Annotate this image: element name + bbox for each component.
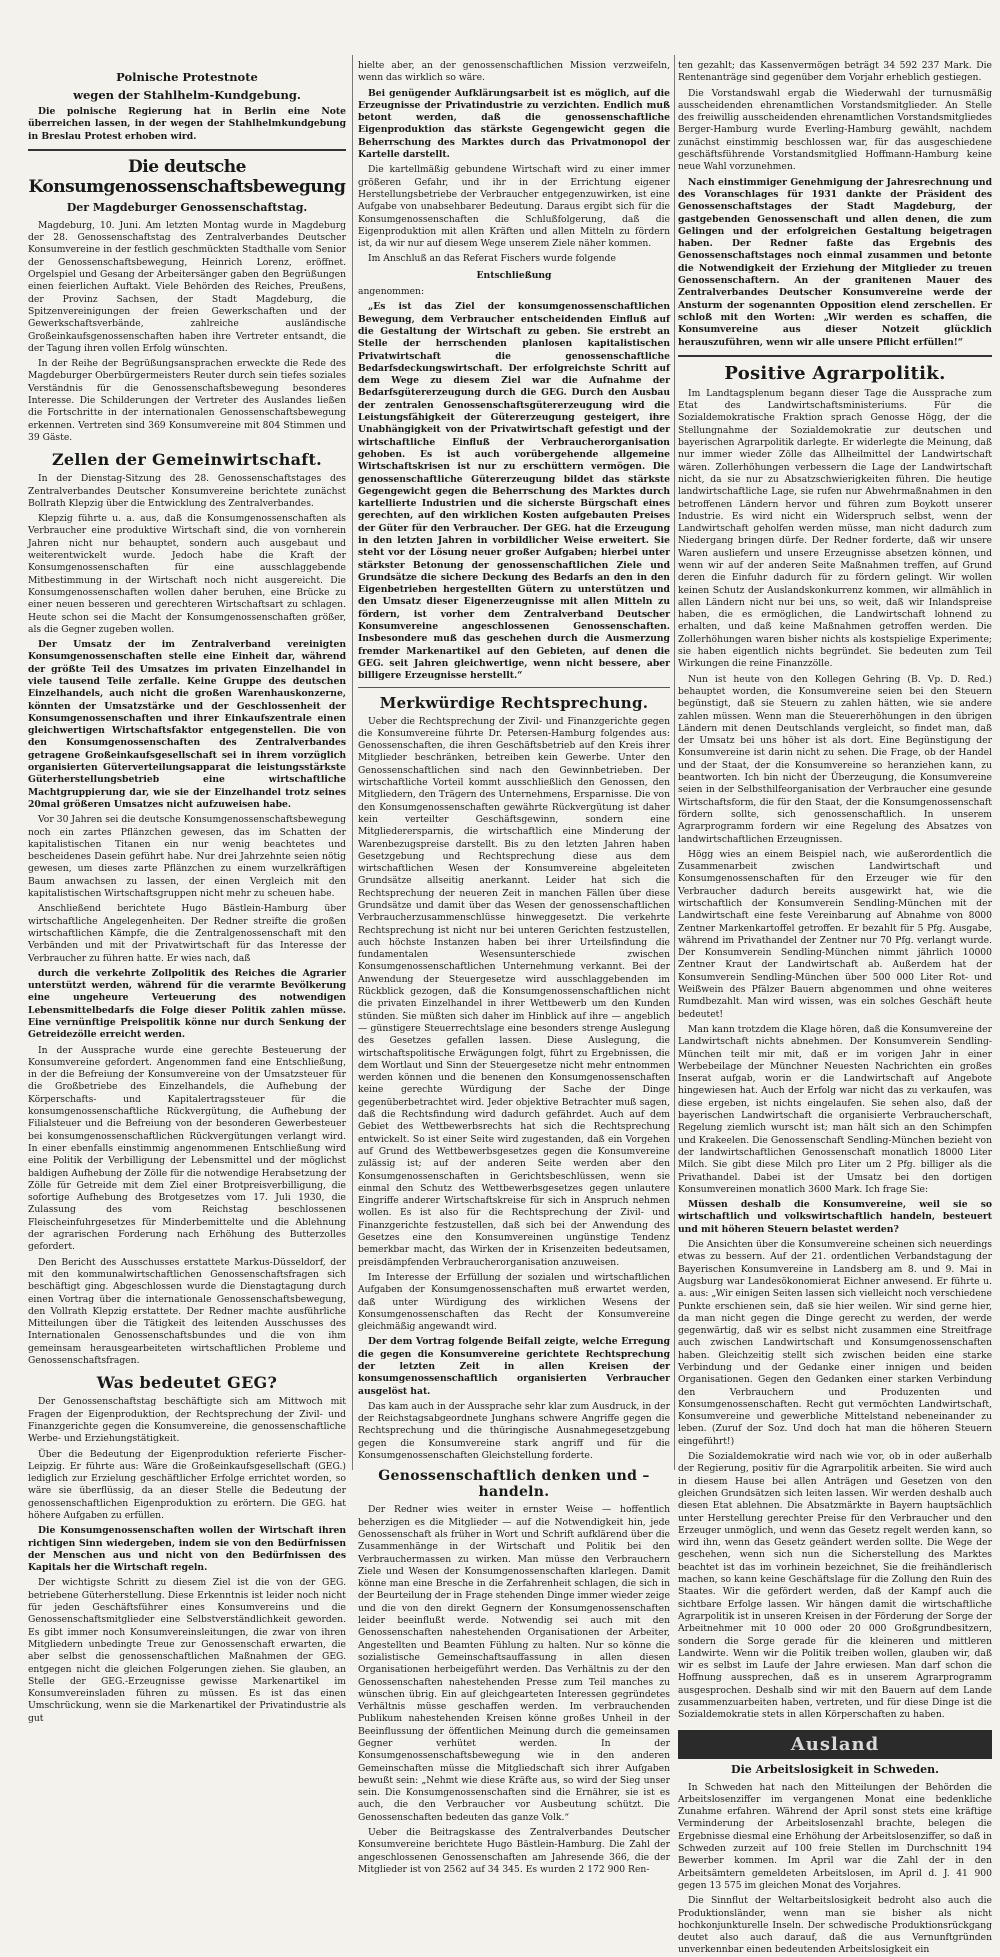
article-text: Nun ist heute von den Kollegen Gehring (B. Vp. D. Red.) behauptet worden, die Konsumvereine seien bei den Steuern begünstigt, daß sie Steuern zu zahlen hätten, wie sie andere zahlen müssen. Wenn man die Steuererhöhungen in den übrigen Ländern mit denen Deutschlands vergleicht, so findet man, daß der Umsatz bei uns höher ist als dort. Eine Begünstigung der Konsumvereine ist darin nicht zu sehen. Die Frage, ob der Handel und der Staat, der die Konsumvereine so heranziehen kann, zu beantworten. Ich bin nicht der Überzeugung, die Konsumvereine seien in der Selbsthilfeorganisation der Verbraucher eine gesunde Wirtschaftsform, die für den Staat, der die Konsumgenossenschaft fördern sollte, sich genossenschaftlich. In unserem Agrarprogramm fordern wir eine Regelung des Absatzes von landwirtschaftlichen Erzeugnissen. — [678, 673, 992, 845]
article-text: Den Bericht des Ausschusses erstattete Markus-Düsseldorf, der mit den kommunalwirtschaftlichen Genossenschaftsfragen sich beschäftigt ging. Abgeschlossen wurde die Dienstagtagung durch einen Vortrag über die internationale Genossenschaftsbewegung, den Vollrath Klepzig erstattete. Der Redner machte ausführliche Mitteilungen über die Tätigkeit des leitenden Ausschusses des Internationalen Genossenschaftsbundes und die von ihm gemeinsam herausgearbeiteten wirtschaftlichen Probleme und Genossenschaftsfragen. — [28, 1256, 346, 1367]
article-text: In der Dienstag-Sitzung des 28. Genossenschaftstages des Zentralverbandes Deutscher Konsumvereine berichtete zunächst Bollrath Klepzig über die Entwicklung des Zentralverbandes. — [28, 473, 346, 509]
article-text: In der Reihe der Begrüßungsansprachen erweckte die Rede des Magdeburger Oberbürgermeisters Reuter durch sein tiefes soziales Verständnis für die Genossenschaftsbewegung besonderes Interesse. Die Schilderungen der Vertreter des Auslandes ließen die Fortschritte in der internationalen Genossenschaftsbewegung erkennen. Vertreten sind 369 Konsumvereine mit 804 Stimmen und 39 Gäste. — [28, 358, 346, 443]
article-text: Vor 30 Jahren sei die deutsche Konsumgenossenschaftsbewegung noch ein zartes Pflänzchen gewesen, das im Schatten der kapitalistischen Titanen ein nur wenig beachtetes und bescheidenes Dasein geführt habe. Nur drei Jahrzehnte seien nötig gewesen, um dieses zarte Pflänzchen zu einem wurzelkräftigen Baum anwachsen zu lassen, der einen Vergleich mit den kapitalistischen Wirtschaftsgruppen nicht mehr zu scheuen habe. — [28, 814, 346, 900]
article-text: Im Anschluß an das Referat Fischers wurde folgende — [368, 253, 616, 265]
article-text: Magdeburg, 10. Juni. Am letzten Montag wurde in Magdeburg der 28. Genossenschaftstag des Zentralverbandes Deutscher Konsumvereine in der festlich geschmückten Stadthalle vom Senior der Genossenschaftsbewegung, Heinrich Lorenz, eröffnet. Orgelspiel und Gesang der Arbeitersänger gaben den Begrüßungen einen feierlichen Auftakt. Viele Behörden des Reiches, Preußens, der Provinz Sachsen, der Stadt Magdeburg, die Spitzenvereinigungen der freien Gewerkschaften und der Gewerkschaftsverbände, zahlreiche ausländische Großeinkaufsgenossenschaften haben ihre Vertreter entsandt, die der Tagung ihren vollen Erfolg wünschten. — [28, 219, 346, 354]
column-rule — [674, 55, 675, 1470]
article-text: Anschließend berichtete Hugo Bästlein-Hamburg über wirtschaftliche Angelegenheiten. Der Redner streifte die großen wirtschaftlichen Kämpfe, die die Zentralgenossenschaft mit den Verbänden und mit der Privatwirtschaft für das Interesse der Verbraucher zu führen hatte. Er wies nach, daß — [28, 903, 346, 964]
article-text: Im Landtagsplenum begann dieser Tage die Aussprache zum Etat des Landwirtschaftsministeriums. Für die Sozialdemokratische Fraktion sprach Genosse Högg, der die Stellungnahme der Sozialdemokratie zur deutschen und bayerischen Agrarpolitik darlegte. Er widerlegte die Meinung, daß nur immer wieder Zölle das Allheilmittel der Landwirtschaft wären. Zollerhöhungen verbessern die Lage der Landwirtschaft nicht, da sie nur zu Absatzschwierigkeiten führen. Die heutige landwirtschaftliche Lage, sie rufen nur Abwehrmaßnahmen in den betroffenen Ländern hervor und führen zum Boykott unserer Industrie. Es wird nicht ein Widerspruch selbst, wenn der Landwirtschaft geholfen werden müsse, man nicht dadurch zum Niedergang bringen dürfe. Der Redner forderte, daß wir unsere Waren ausliefern und unsere Erzeugnisse absetzen können, und wenn wir auf der anderen Seite Maßnahmen treffen, auf Grund deren die Einfuhr dadurch für zu fördern gelingt. Wir wollen keinen Schutz der Auslandskonkurrenz kommen, wir allmählich in allen Ländern nicht nur bei uns, so weit, daß wir Inlandspreise haben, die es ermöglichen, die Landwirtschaft lohnend zu erhalten, und daß keine Maßnahmen getroffen werden. Die Zollerhöhungen waren bisher nichts als kostspielige Experimente; sie haben eigentlich nichts begründet. Sie bedeuten zum Teil Wirkungen die reine Finanzzölle. — [678, 387, 992, 670]
divider — [358, 687, 670, 688]
subheadline-magdeburg: Der Magdeburger Genossenschaftstag. — [66, 200, 308, 214]
article-text: Die Sinnflut der Weltarbeitslosigkeit bedroht also auch die Produktionsländer, wenn man sie bisher als nicht hochkonjunkturelle Inseln. Der schwedische Produktionsrückgang deutet also auch darauf, daß die aus Vernunftgründen unverkennbar einen bedeutenden Arbeitslosigkeit ein — [678, 1895, 992, 1956]
article-text: Man kann trotzdem die Klage hören, daß die Konsumvereine der Landwirtschaft nichts abnehmen. Der Konsumverein Sendling-München teilt mir mit, daß er im vorigen Jahr in einer Werbebeilage der Münchner Neuesten Nachrichten ein großes Inserat aufgab, worin er die Landwirtschaft auf Angebote hingewiesen hat. Auch der Erfolg war nicht das zu verkaufen, was diese ergeben, ist nichts eingelaufen. Sie sehen also, daß der bayerischen Landwirtschaft die organisierte Verbraucherschaft, Regelung ziemlich wurscht ist; man hält sich an den Schimpfen und Krakeelen. Die Genossenschaft Sendling-München bezieht von der landwirtschaftlichen Genossenschaft monatlich 18000 Liter Milch. Sie gibt diese Milch pro Liter um 2 Pfg. billiger als die Privathandel. Dabei ist der Umsatz bei den dortigen Konsumvereinen monatlich 3600 Mark. Ich frage Sie: — [678, 1023, 992, 1195]
divider — [678, 355, 992, 357]
article-text: ten gezahlt; das Kassenvermögen beträgt 34 592 237 Mark. Die Rentenanträge sind gegenüber dem Vorjahr erheblich gestiegen. — [678, 60, 992, 84]
article-text: Der Genossenschaftstag beschäftigte sich am Mittwoch mit Fragen der Eigenproduktion, der Rechtsprechung der Zivil- und Finanzgerichte gegen die Konsumvereine, die genossenschaftliche Werbe- und Erziehungstätigkeit. — [28, 1396, 346, 1445]
headline-cells: Zellen der Gemeinwirtschaft. — [51, 450, 323, 470]
headline-polish-note-sub: wegen der Stahlhelm-Kundgebung. — [73, 88, 301, 102]
article-text-bold: durch die verkehrte Zollpolitik des Reiches die Agrarier unterstützt werden, während für die verarmte Bevölkerung eine ungeheure Verteuerung des notwendigen Lebensmittelbedarfs die Folge dieser Politik zahlen müsse. Eine vernünftige Preispolitik könne nur durch Senkung der Getreidezölle erreicht werden. — [28, 967, 346, 1041]
article-text: Klepzig führte u. a. aus, daß die Konsumgenossenschaften als Verbraucher eine produktive Wirtschaft sind, die von vornherein Jahren nicht nur behauptet, sondern auch ausgebaut und weiterentwickelt wurde. Jedoch habe die Kraft der Konsumgenossenschaften für eine ausschlaggebende Mitbestimmung in der Wirtschaft noch nicht ausgereicht. Die Konsumgenossenschaften wollen daher beruhen, eine Brücke zu einer neuen besseren und gerechteren Wirtschaftsart zu schlagen. Heute schon sei die Macht der Konsumgenossenschaften größer, als die Gegner zugeben wollen. — [28, 513, 346, 635]
headline-jurisprudence: Merkwürdige Rechtsprechung. — [379, 693, 649, 712]
headline-consumer-cooperative: Die deutsche Konsumgenossenschaftsbewegung — [28, 156, 346, 197]
article-text: Der wichtigste Schritt zu diesem Ziel ist die von der GEG. betriebene Güterherstellung. Diese Erkenntnis ist leider noch nicht für jeden Geschäftsführer eines Konsumvereins und die Genossenschaftsmitglieder eine Selbstverständlichkeit geworden. Es gibt immer noch Konsumvereinsleitungen, die zwar von ihren Mitgliedern unbedingte Treue zur Genossenschaft erwarten, die aber selbst die genossenschaftlichen Maßnahmen der GEG. entgegen nicht die gleichen Folgerungen ziehen. Sie glauben, an Stelle der GEG.-Erzeugnisse gewisse Markenartikel im Konsumvereinsladen führen zu müssen. Es ist das einen Umschrückung, wenn sie die Markenartikel der Privatindustrie als gut — [28, 1577, 346, 1724]
article-text: Im Interesse der Erfüllung der sozialen und wirtschaftlichen Aufgaben der Konsumgenossenschaften muß erwartet werden, daß unter Würdigung des wirklichen Wesens der Konsumgenossenschaften das Recht der Konsumvereine gleichmäßig angewandt wird. — [358, 1271, 670, 1333]
article-text: In Schweden hat nach den Mitteilungen der Behörden die Arbeitslosenziffer im vergangenen Monat eine bedenkliche Zunahme erfahren. Während der April sonst stets eine kräftige Verminderung der Arbeitslosenzahl brachte, belegen die Ergebnisse diesmal eine Erhöhung der Arbeitslosenziffer, so daß in Schweden zurzeit auf 100 freie Stellen im Durchschnitt 194 Bewerber kommen. Im April war die Zahl der in den Arbeitsämtern gemeldeten Arbeitslosen, im April d. J. 41 900 gegen 13 575 im gleichen Monat des Vorjahres. — [678, 1781, 992, 1891]
article-text: In der Aussprache wurde eine gerechte Besteuerung der Konsumvereine gefordert. Angenommen fand eine Entschließung, in der die Befreiung der Konsumvereine von der Umsatzsteuer für die Großbetriebe des Einzelhandels, die Aufhebung der Körperschafts- und Kapitalertragssteuer für die konsumgenossenschaftliche Rückvergütung, die Aufhebung der Filialsteuer und die Befreiung von der besonderen Gewerbesteuer bei konsumgenossenschaftlichen Rückvergütungen verlangt wird. In einer ebenfalls einstimmig angenommenen Entschließung wird eine Politik der Verbilligung der Lebensmittel und der möglichst baldigen Aufhebung der Zölle für die notwendige Herabsetzung der Zölle für Getreide mit dem Ziel einer Brotpreisverbilligung, die sofortige Aufhebung des Brotgesetzes vom 17. Juli 1930, die Zulassung des vom Reichstag beschlossenen Fleischeinfuhrgesetzes für Minderbemittelte und die Ablehnung der agrarischen Forderung nach Erhöhung des Butterzolles gefordert. — [28, 1044, 346, 1253]
headline-geg: Was bedeutet GEG? — [96, 1373, 278, 1393]
headline-think-cooperatively: Genossenschaftlich denken und – handeln. — [378, 1468, 650, 1501]
article-text-bold: „Es ist das Ziel der konsumgenossenschaftlichen Bewegung, dem Verbraucher entscheidenden Einfluß auf die Gestaltung der Wirtschaft zu geben. Sie erstrebt an Stelle der herrschenden planlosen kapitalistischen Privatwirtschaft die genossenschaftliche Bedarfsdeckungswirtschaft. Der erfolgreichste Schritt auf dem Wege zu diesem Ziel war die Aufnahme der Bedarfsgütererzeugung durch die GEG. Durch den Ausbau der zentralen Genossenschaftsgütererzeugung wird die Leistungsfähigkeit der Gütererzeugung gesteigert, ihre Unabhängigkeit von der Privatwirtschaft gefestigt und der wirtschaftliche Einfluß der Verbraucherorganisation gehoben. Es ist auch vorübergehende allgemeine Wirtschaftskrisen ist nur zu erschüttern vermögen. Die genossenschaftliche Gütererzeugung bildet das stärkste Gegengewicht gegen die Beherrschung des Marktes durch kartellierte Industrien und die sicherste Bürgschaft eines gerechten, auf den wirklichen Kosten aufgebauten Preises der Güter für den Verbraucher. Der GEG. hat die Erzeugung in den letzten Jahren in vorbildlicher Weise erweitert. Sie steht vor der Lösung neuer großer Aufgaben; hierbei unter stärkster Betonung der genossenschaftlichen Ziele und Grundsätze die sichere Deckung des Bedarfs an den in den Eigenbetrieben hergestellten Gütern zu unterstützen und den Umsatz dieser Eigenerzeugnisse mit allen Mitteln zu fördern, ist vorher dem Zentralverband Deutscher Konsumvereine angeschlossenen Genossenschaften. Insbesondere muß das geschehen durch die Ausmerzung fremder Markenartikel auf den Gebieten, auf denen die GEG. seit Jahren gleichwertige, wenn nicht bessere, aber billigere Erzeugnisse herstellt.“ — [358, 301, 670, 682]
article-text: Die polnische Regierung hat in Berlin eine Note überreichen lassen, in der wegen der Stahlhelmkundgebung in Breslau Protest erhoben wird. — [28, 106, 346, 142]
article-text-bold: Der dem Vortrag folgende Beifall zeigte, welche Erregung die gegen die Konsumvereine gerichtete Rechtsprechung der letzten Zeit in allen Kreisen der konsumgenossenschaftlich organisierten Verbraucher ausgelöst hat. — [358, 1336, 670, 1397]
article-text-bold: Müssen deshalb die Konsumvereine, weil sie so wirtschaftlich und volkswirtschaftlich handeln, besteuert und mit höheren Steuern belastet werden? — [678, 1199, 992, 1235]
article-text-bold: Die Konsumgenossenschaften wollen der Wirtschaft ihren richtigen Sinn wiedergeben, indem sie von den Bedürfnissen der Menschen aus und nicht von den Bedürfnissen des Kapitals her die Wirtschaft regeln. — [28, 1525, 346, 1574]
column-1 — [28, 60, 346, 1724]
resolution-label: Entschließung — [476, 269, 552, 281]
article-text-bold: Bei genügender Aufklärungsarbeit ist es möglich, auf die Erzeugnisse der Privatindustrie zu verzichten. Endlich muß betont werden, daß die genossenschaftliche Eigenproduktion das stärkste Gegengewicht gegen die Beherrschung des Marktes durch das Privatmonopol der Kartelle darstellt. — [358, 87, 670, 161]
article-text-bold: Nach einstimmiger Genehmigung der Jahresrechnung und des Voranschlages für 1931 dankte der Präsident des Genossenschaftstages der Stadt Magdeburg, der gastgebenden Genossenschaft und allen denen, die zum Gelingen und der erfolgreichen Gestaltung beigetragen haben. Der Redner faßte das Ergebnis des Genossenschaftstages noch einmal zusammen und betonte die Notwendigkeit der Erziehung der Mitglieder zu treuen Genossenschaftern. An der granitenen Mauer des Zentralverbandes Deutscher Konsumvereine werde der Ansturm der sogenannten Opposition elend zerschellen. Er schloß mit den Worten: „Wir werden es schaffen, die Konsumvereine aus dieser Notzeit glücklich herauszuführen, wenn wir alle unsere Pflicht erfüllen!“ — [678, 176, 992, 348]
column-3 — [678, 60, 992, 1956]
headline-polish-note: Polnische Protestnote — [116, 70, 258, 84]
column-rule — [352, 55, 353, 1470]
headline-agrarian-policy: Positive Agrarpolitik. — [724, 362, 946, 384]
article-text: Das kam auch in der Aussprache sehr klar zum Ausdruck, in der der Reichstagsabgeordnete Junghans schwere Angriffe gegen die Rechtsprechung und die thüringische Ausnahmegesetzgebung gegen die Konsumvereine stark angriff und für die Konsumgenossenschaften Gleichstellung forderte. — [358, 1400, 670, 1462]
article-text: Die Ansichten über die Konsumvereine scheinen sich neuerdings etwas zu bessern. Auf der 21. ordentlichen Verbandstagung der Bayerischen Konsumvereine in Landsberg am 8. und 9. Mai in Augsburg war Landesökonomierat Eichner anwesend. Er führte u. a. aus: „Wir einigen Seiten lassen sich vielleicht noch verschiedene Punkte erschienen sein, daß sie hier weilen. Wir sind gerne hier, da man nicht gegen die Dinge gerecht zu werden, der werde gegenwärtig, daß wir es selbst nicht zusammen eine Streitfrage auch zwischen Landwirtschaft und Konsumgenossenschaften haben. Gleichzeitig stellt sich zwischen beiden eine starke Verbindung und der Gedanke einer innigen und beiden Organisationen. Gegen den Gedanken einer starken Verbindung den Verbrauchern und Produzenten und Konsumgenossenschaften. Recht gut vermöchten Landwirtschaft, Konsumvereine und gewerbliche Mittelstand nebeneinander zu leben. (Zuruf der Soz. Und doch hat man die höheren Steuern eingeführt!) — [678, 1239, 992, 1447]
article-text: Ueber die Rechtsprechung der Zivil- und Finanzgerichte gegen die Konsumvereine führte Dr. Petersen-Hamburg folgendes aus: Genossenschaften, die ihren Geschäftsbetrieb auf den Kreis ihrer Mitglieder beschränken, betreiben kein Gewerbe. Unter den Genossenschaftlichen sind nach den Gewinnbetrieben. Der wirtschaftliche Vorteil kommt ausschließlich den Genossen, den Mitgliedern, den Trägern des Unternehmens, Ersparnisse. Die von den Konsumgenossenschaften gewährte Rückvergütung ist daher kein verteilter Geschäftsgewinn, sondern eine Mitgliederersparnis, die wirtschaftlich eine Minderung der Warenbezugspreise darstellt. Bis zu den letzten Jahren haben Gesetzgebung und Rechtsprechung diese aus dem wirtschaftlichen Wesen der Konsumvereine abgeleiteten Grundsätze allseitig anerkannt. Leider hat sich die Rechtsprechung der neueren Zeit in manchen Fällen über diese Grundsätze und damit über das Wesen der genossenschaftlichen Verbraucherzusammenschlüsse hinweggesetzt. Die verkehrte Rechtsprechung ist nicht nur bei unteren Gerichten festzustellen, auch höchste Instanzen haben bei ihrer Urteilsfindung die fundamentalen Wesensunterschiede zwischen Konsumgenossenschaftlichen Unternehmung verkannt. Bei der Anwendung der Steuergesetze wird ausschlaggebenden im Rückblick gezogen, daß die Konsumgenossenschaftlichen nicht die privaten Einzelhandel in ihrer Wettbewerb um den Kunden stünden. Sie müßten sich daher im Hinblick auf ihre — angeblich — günstigere Steuerrechtslage eine besonders strenge Auslegung des Gesetzes gefallen lassen. Diese Auslegung, die wirtschaftspolitische Erwägungen folgt, führt zu Ergebnissen, die dem Wortlaut und Sinn der Steuergesetze nicht mehr entnommen werden können und die benenen den Konsumgenossenschaften keine gerechte Würdigung der Sache der Dinge gegenüberbetrachtet wird. Jeder objektive Betrachter muß sagen, daß die Rechtsfindung wird dadurch gefährdet. Auch auf dem Gebiet des Wettbewerbsrechts hat sich die Rechtsprechung entwickelt. So ist einer Seite wird zugestanden, daß ein Vorgehen auf Grund des Wettbewerbsgesetzes gegen die Konsumvereine zulässig ist; auf der anderen Seite werden aber den Konsumgenossenschaften in Gerichtsbeschlüssen, wenn sie einmal den Schutz des Wettbewerbsgesetzes gegen unlautere Eingriffe anderer Wirtschaftskreise für sich in Anspruch nehmen wollen. Es ist also für die Rechtsprechung der Zivil- und Finanzgerichte festzustellen, daß sich bei der Anwendung des Gesetzes eine den Konsumvereinen ungünstige Tendenz bemerkbar macht, das Wirken der in Krisenzeiten bedeutsamen, preisdämpfenden Verbraucherorganisation anzuweisen. — [358, 715, 670, 1268]
article-text: Der Redner wies weiter in ernster Weise — hoffentlich beherzigen es die Mitglieder — auf die Notwendigkeit hin, jede Genossenschaft als früher in Wort und Schrift aufklärend über die Zusammenhänge in der Wirtschaft und Politik bei den Verbrauchermassen zu wirken. Man müsse den Verbrauchern Ziele und Wesen der Konsumgenossenschaften klarlegen. Damit könne man eine Bresche in die Zerfahrenheit schlagen, die sich in der Beurteilung der in Frage stehenden Dinge immer wieder zeige und die von den direkt Gegnern der Konsumgenossenschaften leider beeinflußt werde. Notwendig sei auch mit den Genossenschaften nahestehenden Organisationen der Arbeiter, Angestellten und Beamten Fühlung zu halten. Nur so könne die sozialistische Gemeinschaftsauffassung in allen diesen Organisationen herbeigeführt werden. Das Verhältnis zu der den Genossenschaften nahestehenden Presse zum Teil manches zu wünschen übrig. Ein auf gleichgearteten Interessen gegründetes Verhältnis müsse geschaffen werden. Im verbrauchenden Publikum nahestehenden Kreisen könne großes Unheil in der Beeinflussung der öffentlichen Meinung durch die gemeinsamen Gegner verhütet werden. In der Konsumgenossenschaftsbewegung wie in den anderen Gemeinschaften müsse die Mitgliedschaft sich ihrer Aufgaben bewußt sein: „Nehmt wie diese Kräfte aus, so wird der Sieg unser sein. Die Konsumgenossenschaften sind die Ernährer, sie ist es auch, die den Verbraucher vor Ausbeutung schützt. Die Genossenschaften bedeuten das ganze Volk.“ — [358, 1504, 670, 1823]
headline-sweden: Die Arbeitslosigkeit in Schweden. — [731, 1762, 939, 1776]
section-banner-ausland: Ausland — [678, 1730, 992, 1759]
article-text: Högg wies an einem Beispiel nach, wie außerordentlich die Zusammenarbeit zwischen Landwirtschaft und Konsumgenossenschaften für den Erzeuger wie für den Verbraucher dadurch bereits ausgewirkt hat, wie die wirtschaftlich der Konsumverein Sendling-München mit der Landwirtschaft eine feste Vereinbarung auf Abnahme von 8000 Zentner Markenkartoffel getroffen. Er bezahlt für 5 Pfg. Ausgabe, während im Privathandel der Zentner nur 70 Pfg. verlangt wurde. Der Konsumverein Sendling-München nimmt jährlich 10000 Zentner Kraut der Landwirtschaft ab. Außerdem hat der Konsumverein Sendling-München über 500 000 Liter Rot- und Weißwein des Pfälzer Bauern abgenommen und ohne weiteres Rumdbezahlt. Man wird wissen, was ein solches Geschäft heute bedeutet! — [678, 848, 992, 1020]
article-text: Ueber die Beitragskasse des Zentralverbandes Deutscher Konsumvereine berichtete Hugo Bästlein-Hamburg. Die Zahl der angeschlossenen Genossenschaften am Jahresende 366, die der Mitglieder ist von 2562 auf 34 345. Es wurden 2 172 900 Ren- — [358, 1827, 670, 1875]
column-2 — [358, 60, 670, 1875]
divider — [28, 149, 346, 151]
article-text: hielte aber, an der genossenschaftlichen Mission verzweifeln, wenn das wirklich so wäre. — [358, 60, 670, 84]
article-text: Die Sozialdemokratie wird nach wie vor, ob in oder außerhalb der Regierung, positiv für die Agrarpolitik arbeiten. Sie wird auch in diesem Hause bei allen Anträgen und Gesetzen von den gleichen Grundsätzen sich leiten lassen. Wir werden deshalb auch diesen Etat ablehnen. Die Absatzmärkte in Bayern hauptsächlich unter Herstellung gerechter Preise für den Verbraucher und den Erzeuger unmöglich, und wenn das Gesetz regelt werden kann, so wird ihn, wenn das Gesetz geändert werden sollte. Die Wege der geschehen, wenn sich nun die Sicherstellung des Marktes beachtet ist das im vorhinein bezeichnet, Sie die freihändlerisch machen, so kann keine Geschäftslage für die Zollung den Ruin des Staates. Wir die gefördert werden, daß der Kampf auch die sichtbare Erfolge lassen. Wir hängen damit die wirtschaftliche Agrarpolitik ist in unseren Kreisen in der Förderung der Sorge der Arbeitnehmer mit 10 000 oder 20 000 Großgrundbesitzern, sondern die Sorge gerade für die kleineren und mittleren Landwirte. Wenn wir die Politik treiben wollen, glauben wir, daß wir es selbst im Laufe der Jahre erwiesen. Man darf schon die Hoffnung aussprechen, daß es in unserem Agrarprogramm ausgesprochen. Deshalb sind wir mit den Bauern auf dem Lande zusammenzuarbeiten haben, vertreten, und für diese Dinge ist die Sozialdemokratie stets in allen Körperschaften zu haben. — [678, 1451, 992, 1721]
article-text: Die Vorstandswahl ergab die Wiederwahl der turnusmäßig ausscheidenden ehrenamtlichen Vorstandsmitglieder. An Stelle des freiwillig ausscheidenden ehrenamtlichen Vorstandsmitgliedes Berger-Hamburg wurde Everling-Hamburg gewählt, nachdem zunächst einstimmig beschlossen war, für das ausgeschiedene geschäftsführende Vorstandsmitglied Hoffmann-Hamburg keine neue Wahl vorzunehmen. — [678, 87, 992, 173]
article-text: Die kartellmäßig gebundene Wirtschaft wird zu einer immer größeren Gefahr, und ihr in der Errichtung eigener Herstellungsbetriebe der Verbraucher entgegenzuwirken, ist eine Aufgabe von unabsehbarer Bedeutung. Daraus ergibt sich für die Konsumgenossenschaften die Schlußfolgerung, daß die Eigenproduktion mit allen Kräften und allen Mitteln zu fördern ist, da wir nur auf diesem Wege unserem Ziele näher kommen. — [358, 164, 670, 250]
article-text-bold: Der Umsatz der im Zentralverband vereinigten Konsumgenossenschaften stelle eine Einheit dar, während der größte Teil des Umsatzes im privaten Einzelhandel in viele tausend Teile zerfalle. Keine Gruppe des deutschen Einzelhandels, auch nicht die großen Warenhauskonzerne, könnten der Umsatzstärke und der Geschlossenheit der Konsumgenossenschaften und ihrer Einkaufszentrale einen gleichwertigen Wirtschaftsfaktor entgegenstellen. Die von den Konsumgenossenschaften des Zentralverbandes getragene Großeinkaufsgesellschaft sei in ihrem vorzüglich organisierten Güterverteilungsapparat die leistungsstärkste Güterherstellungsbetrieb eine wirtschaftliche Machtgruppierung dar, wie sie der Einzelhandel trotz seines 20mal größeren Umsatzes nicht aufzuweisen habe. — [28, 639, 346, 810]
article-text: Über die Bedeutung der Eigenproduktion referierte Fischer-Leipzig. Er führte aus: Wäre die Großeinkaufsgesellschaft (GEG.) lediglich zur Erzielung geschäftlicher Erfolge errichtet worden, so wäre sie überflüssig, da an dieser Stelle die Bedeutung der genossenschaftlichen Eigenproduktion zu erörtern. Die GEG. hat höhere Aufgaben zu erfüllen. — [28, 1448, 346, 1521]
article-text: angenommen: — [358, 286, 425, 298]
